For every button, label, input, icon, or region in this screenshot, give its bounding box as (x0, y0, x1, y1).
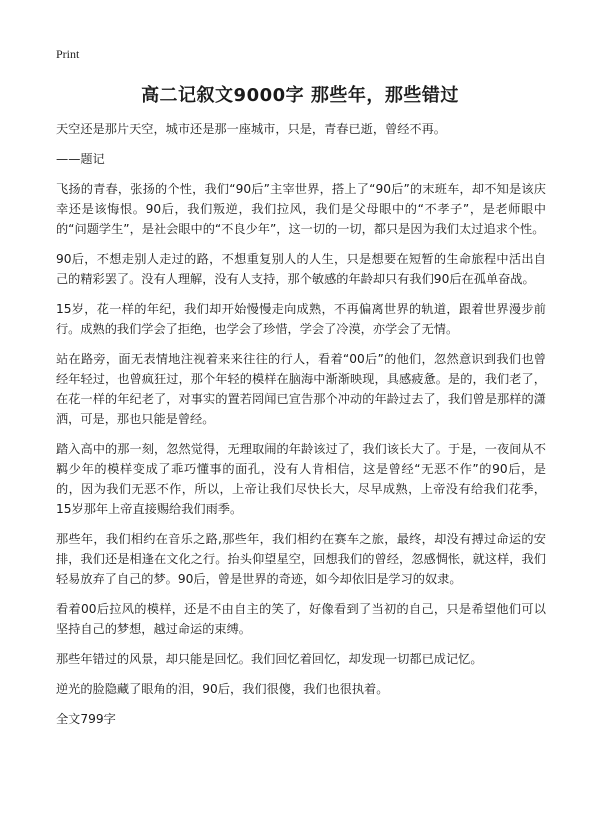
word-count: 全文799字 (56, 712, 116, 726)
paragraph-3: 15岁，花一样的年纪，我们却开始慢慢走向成熟，不再偏离世界的轨道，跟着世界漫步前行。成熟的我们学会了拒绝，也学会了珍惜，学会了冷漠，亦学会了无情。 (56, 302, 546, 336)
paragraph-8: 那些年错过的风景，却只能是回忆。我们回忆着回忆，却发现一切都已成记忆。 (56, 652, 483, 666)
paragraph-4: 站在路旁，面无表情地注视着来来往往的行人，看着“00后”的他们，忽然意识到我们也曾经年轻过，也曾疯狂过，那个年轻的模样在脑海中渐渐映现，具感疲惫。是的，我们老了，在花一样的年纪老了，对事实的置若罔闻已宣告那个冲动的年龄过去了，我们曾是那样的潇洒，可是，那也只能是曾经。 (56, 352, 546, 426)
article-body (56, 119, 546, 739)
paragraph-5: 踏入高中的那一刻，忽然觉得，无理取闹的年龄该过了，我们该长大了。于是，一夜间从不羁少年的模样变成了乖巧懂事的面孔，没有人肯相信，这是曾经“无恶不作”的90后，是的，因为我们无恶不作，所以，上帝让我们尽快长大，尽早成熟，上帝没有给我们花季，15岁那年上帝直接赐给我们雨季。 (56, 442, 546, 516)
paragraph-1: 飞扬的青春，张扬的个性，我们“90后”主宰世界，搭上了“90后”的末班车，却不知是该庆幸还是该悔恨。90后，我们叛逆，我们拉风，我们是父母眼中的“不孝子”，是老师眼中的“问题学生”，是社会眼中的“不良少年”，这一切的一切，都只是因为我们太过追求个性。 (56, 182, 546, 236)
paragraph-6: 那些年，我们相约在音乐之路,那些年，我们相约在赛车之旅，最终，却没有搏过命运的安排，我们还是相逢在文化之行。抬头仰望星空，回想我们的曾经，忽感惆怅，就这样，我们轻易放弃了自己的梦。90后，曾是世界的奇迹，如今却依旧是学习的奴隶。 (56, 532, 546, 586)
epigraph: 天空还是那片天空，城市还是那一座城市，只是，青春已逝，曾经不再。 (56, 122, 446, 136)
page-title: 高二记叙文9000字 那些年，那些错过 (141, 85, 459, 106)
paragraph-9: 逆光的脸隐藏了眼角的泪，90后，我们很傻，我们也很执着。 (56, 682, 389, 696)
epigraph-attribution: ——题记 (56, 152, 105, 166)
print-link[interactable]: Print (56, 47, 80, 61)
paragraph-7: 看着00后拉风的模样，还是不由自主的笑了，好像看到了当初的自己，只是希望他们可以坚持自己的梦想，越过命运的束缚。 (56, 602, 546, 636)
paragraph-2: 90后，不想走别人走过的路，不想重复别人的人生，只是想要在短暂的生命旅程中活出自己的精彩罢了。没有人理解，没有人支持，那个敏感的年龄却只有我们90后在孤单奋战。 (56, 252, 546, 286)
